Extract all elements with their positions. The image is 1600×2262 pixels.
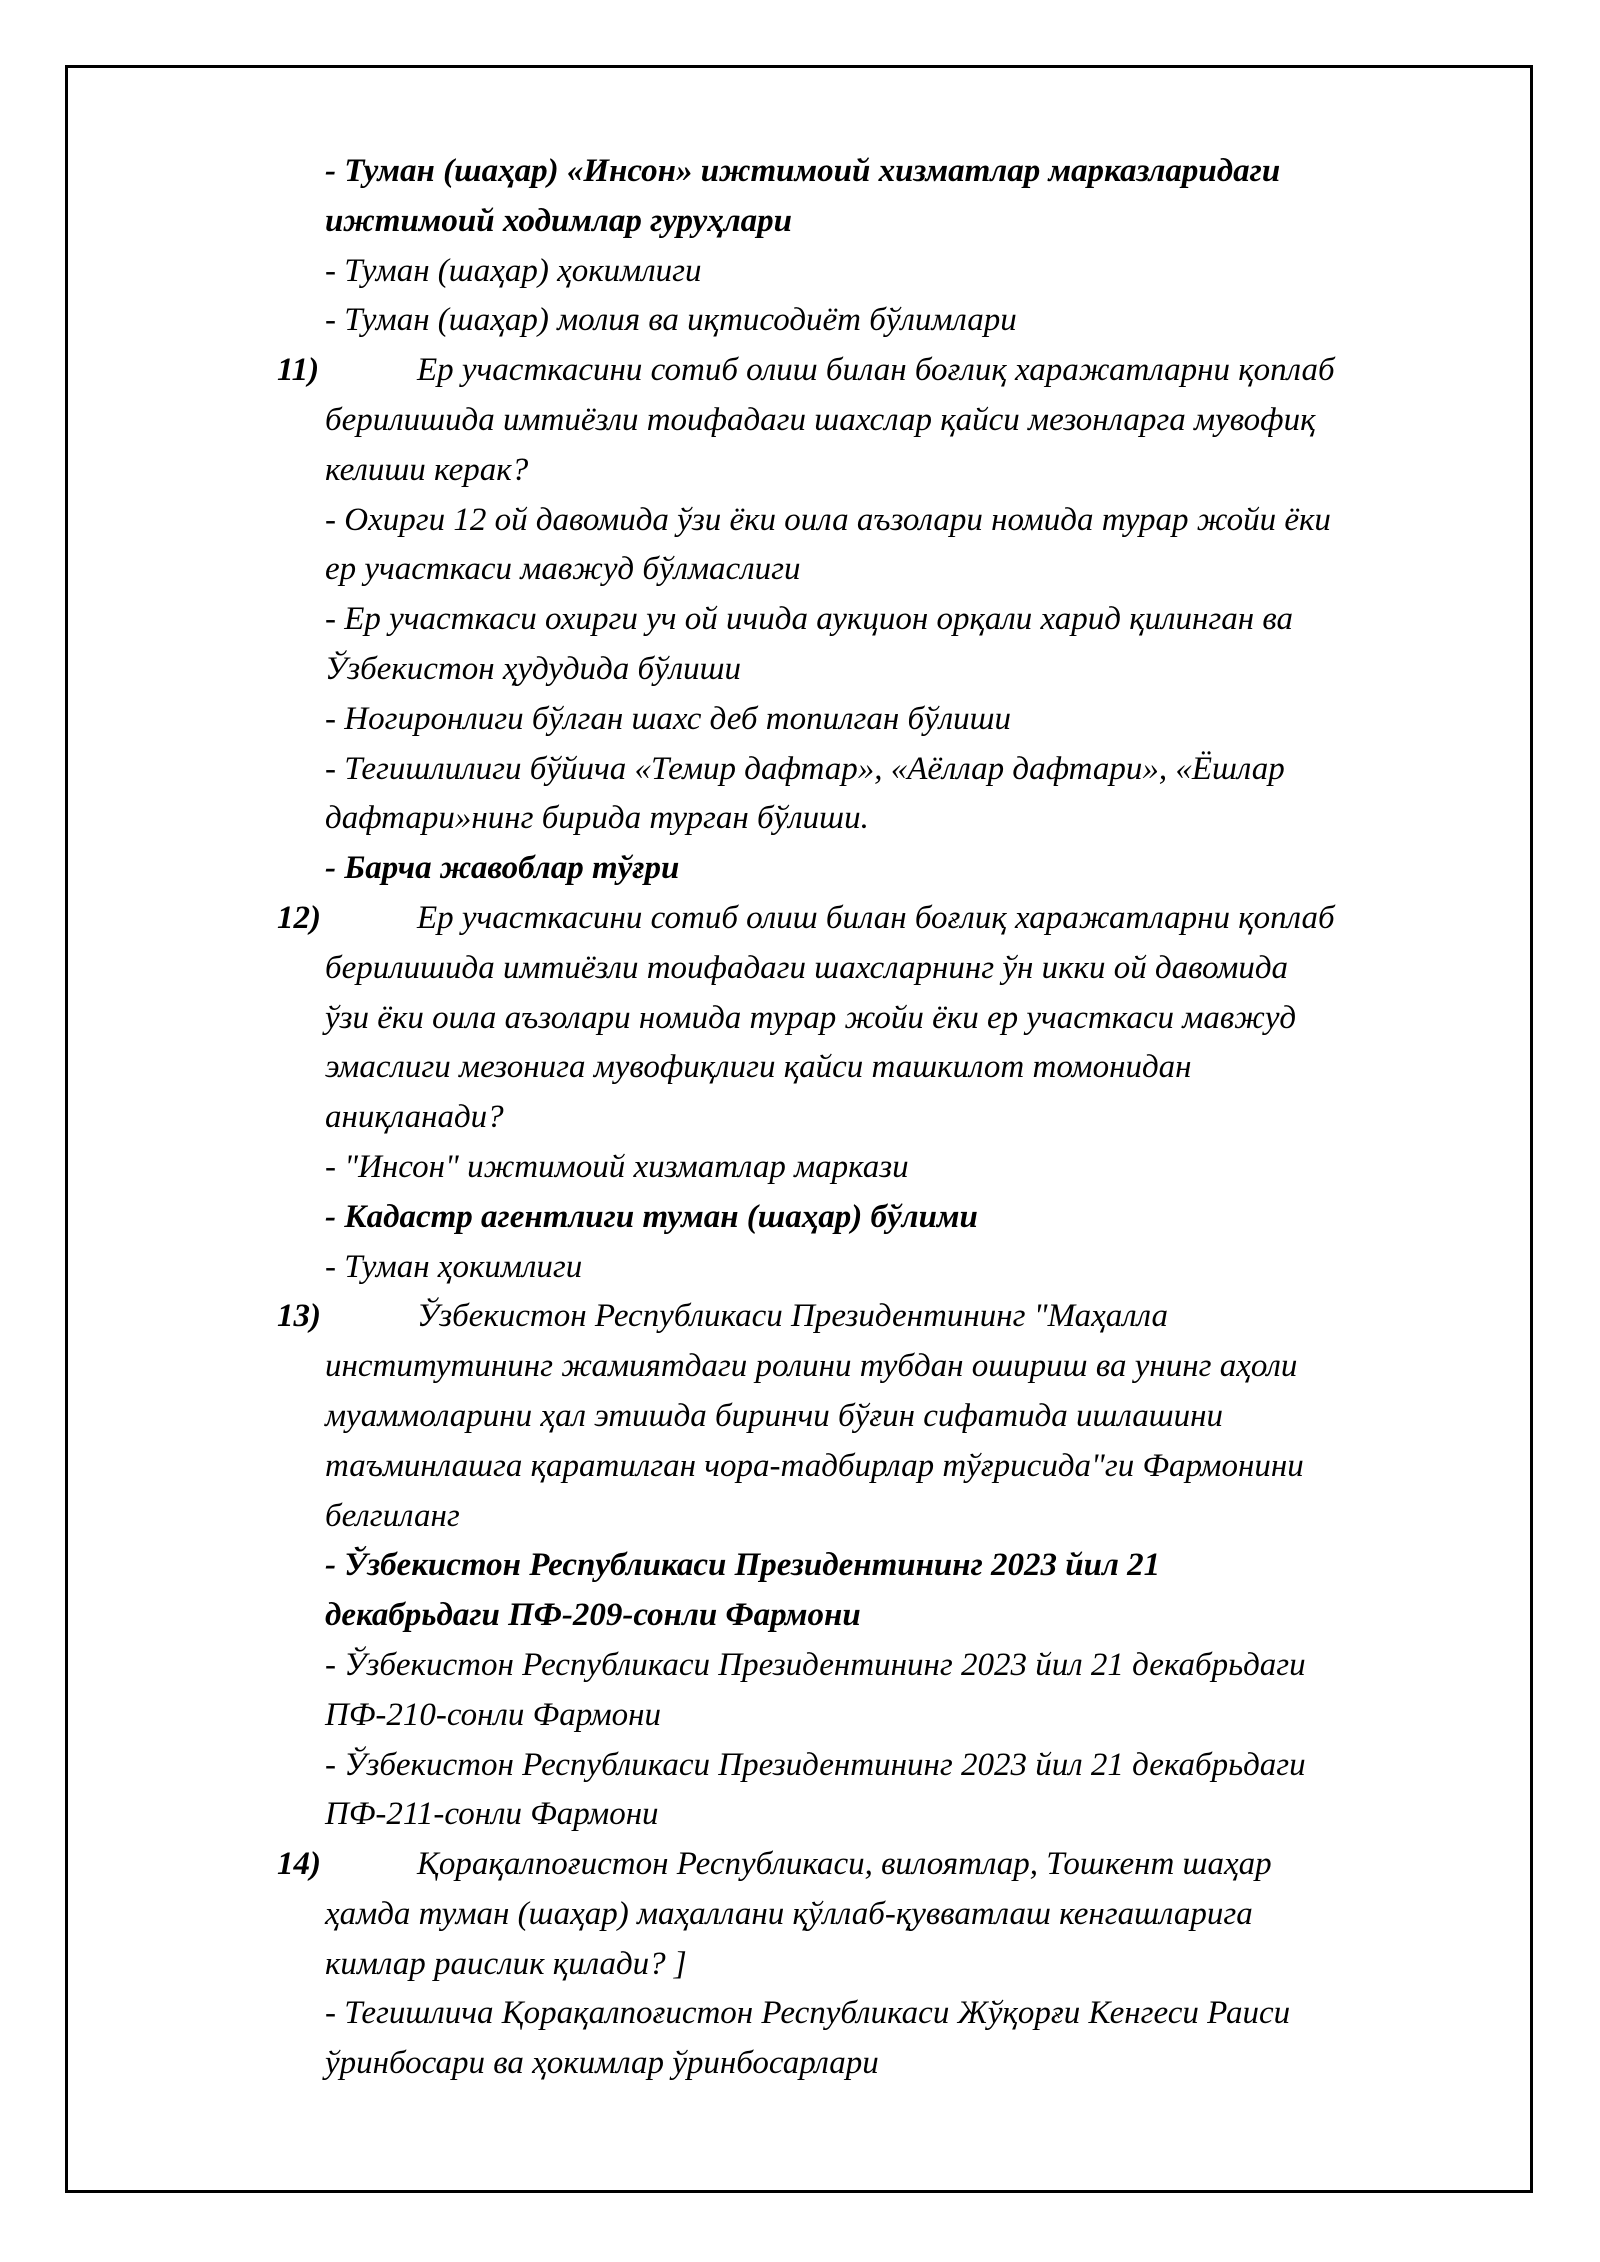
correct-answer-line: декабрьдаги ПФ-209-сонли Фармони — [325, 1597, 861, 1634]
question-text-line: белгиланг — [325, 1497, 460, 1534]
question-number: 12) — [277, 899, 321, 936]
question-block — [277, 1292, 1505, 1840]
question-text: Ер участкасини сотиб олиш билан боғлиқ харажатларни қоплаб — [417, 352, 1335, 389]
question-block — [277, 1840, 1505, 2089]
answer-option-line: - Ўзбекистон Республикаси Президентининг 2023 йил 21 декабрьдаги — [325, 1646, 1306, 1683]
question-text-line — [277, 1292, 1505, 1342]
answer-option-line: ПФ-211-сонли Фармони — [325, 1796, 659, 1833]
question-text-line — [277, 1840, 1505, 1890]
answer-option-line: - Тегишлилиги бўйича «Темир дафтар», «Аёллар дафтари», «Ёшлар — [325, 750, 1285, 787]
question-text-line: институтининг жамиятдаги ролини тубдан ошириш ва унинг аҳоли — [325, 1348, 1298, 1385]
question-text: Қорақалпоғистон Республикаси, вилоятлар, Тошкент шаҳар — [417, 1846, 1272, 1883]
question-text-line: келиши керак? — [325, 451, 529, 488]
correct-answer-line: - Туман (шаҳар) «Инсон» ижтимоий хизматлар марказларидаги — [325, 153, 1281, 189]
answer-option-line: - Ўзбекистон Республикаси Президентининг 2023 йил 21 декабрьдаги — [325, 1746, 1306, 1783]
correct-answer-line: - Барча жавоблар тўғри — [325, 850, 680, 887]
answer-option-line: - Тегишлича Қорақалпоғистон Республикаси Жўқорғи Кенгеси Раиси — [325, 1995, 1291, 2032]
question-text: Ер участкасини сотиб олиш билан боғлиқ харажатларни қоплаб — [417, 899, 1335, 936]
question-text: Ўзбекистон Республикаси Президентининг "Маҳалла — [417, 1298, 1168, 1335]
question-text-line: эмаслиги мезонига мувофиқлиги қайси ташкилот томонидан — [325, 1049, 1192, 1086]
answer-option-line: - Туман ҳокимлиги — [325, 1248, 583, 1285]
document-body — [277, 147, 1505, 2089]
question-block — [277, 346, 1505, 894]
answer-option-line: - Туман (шаҳар) молия ва иқтисодиёт бўлимлари — [325, 302, 1017, 339]
answer-option-line: - "Инсон" ижтимоий хизматлар маркази — [325, 1148, 909, 1185]
answer-option-line: ер участкаси мавжуд бўлмаслиги — [325, 551, 801, 588]
answer-option-line: - Туман (шаҳар) ҳокимлиги — [325, 252, 702, 289]
question-text-line: кимлар раислик қилади? ] — [325, 1945, 687, 1982]
answer-option-line: - Охирги 12 ой давомида ўзи ёки оила аъзолари номида турар жойи ёки — [325, 501, 1331, 538]
question-text-line: таъминлашга қаратилган чора-тадбирлар тўғрисида"ги Фармонини — [325, 1447, 1304, 1484]
question-block — [277, 894, 1505, 1292]
question-text-line — [277, 894, 1505, 944]
correct-answer-line: ижтимоий ходимлар гуруҳлари — [325, 202, 793, 239]
question-number: 13) — [277, 1298, 321, 1335]
answer-option-line: - Ер участкаси охирги уч ой ичида аукцион орқали харид қилинган ва — [325, 601, 1294, 638]
correct-answer-line: - Кадастр агентлиги туман (шаҳар) бўлими — [325, 1198, 978, 1235]
answer-option-line: Ўзбекистон ҳудудида бўлиши — [325, 650, 742, 687]
question-text-line: ўзи ёки оила аъзолари номида турар жойи ёки ер участкаси мавжуд — [325, 999, 1297, 1036]
previous-question-answers — [325, 147, 1505, 346]
question-text-line: берилишида имтиёзли тоифадаги шахслар қайси мезонларга мувофиқ — [325, 401, 1316, 438]
question-text-line — [277, 346, 1505, 396]
answer-option-line: дафтари»нинг бирида турган бўлиши. — [325, 800, 869, 837]
answer-option-line: ўринбосари ва ҳокимлар ўринбосарлари — [325, 2045, 879, 2082]
question-text-line: муаммоларини ҳал этишда биринчи бўғин сифатида ишлашини — [325, 1397, 1224, 1434]
question-text-line: аниқланади? — [325, 1099, 504, 1136]
question-number: 14) — [277, 1846, 321, 1883]
answer-option-line: ПФ-210-сонли Фармони — [325, 1696, 662, 1733]
correct-answer-line: - Ўзбекистон Республикаси Президентининг 2023 йил 21 — [325, 1547, 1161, 1584]
question-text-line: берилишида имтиёзли тоифадаги шахсларнинг ўн икки ой давомида — [325, 949, 1289, 986]
answer-option-line: - Ногиронлиги бўлган шахс деб топилган бўлиши — [325, 700, 1012, 737]
question-text-line: ҳамда туман (шаҳар) маҳаллани қўллаб-қувватлаш кенгашларига — [325, 1895, 1253, 1932]
question-number: 11) — [277, 352, 320, 389]
